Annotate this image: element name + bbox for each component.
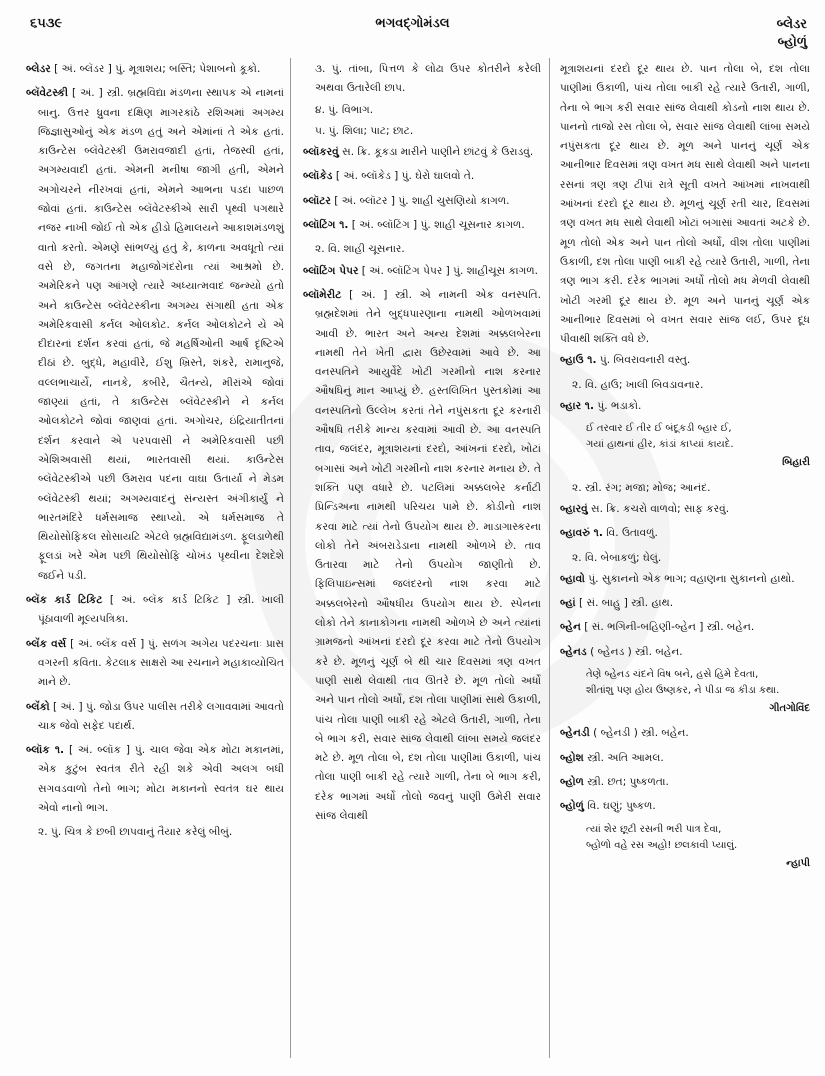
dictionary-entry: [303, 262, 541, 281]
dictionary-entry: [560, 724, 810, 743]
definition: સ. ક્રિ. કચરો વાળવો; સાફ કરવું.: [591, 502, 730, 515]
headword: બ્લૉમેરીટ: [303, 288, 342, 301]
headword: બ્હારવું: [560, 502, 588, 515]
headword: બ્લેડર: [26, 63, 51, 75]
quote-line: બ્હોળો વહે રસ અહો! છલકાવી પ્યાલું.: [586, 839, 738, 851]
quote-attribution: બિહારી: [782, 457, 810, 469]
headword: બ્હાં: [560, 597, 576, 610]
dictionary-entry: [560, 500, 810, 519]
headword: બ્હાવરું ૧.: [560, 527, 603, 540]
headword: બ્હાઉ ૧.: [560, 354, 597, 367]
definition: વિ. ઉતાવળું.: [606, 527, 658, 540]
headword: બ્હેનડ: [560, 645, 587, 658]
definition: મૂત્રાશયનાં દરદો દૂર થાય છે. પાન તોલા બે, દશ તોલા પાણીમાં ઉકાળી, પાંચ તોલા બાકી રહે ત્યારે ઉતારી, ગાળી, તેના બે ભાગ કરી સવાર સાંજ લેવાથી કોડનો નાશ થાય છે. પાનનો તાજો રસ તોલા બે, સવાર સાંજ લેવાથી લાંબા સમયે નપુંસકતા દૂર થાય છે. મૂળ અને પાનનું ચૂર્ણ એક આનીભાર દિવસમાં ત્રણ વખત મધ સાથે લેવાથી અને પાનના રસનાં ત્રણ ત્રણ ટીપાં રાત્રે સૂતી વખતે આંખમાં નાખવાથી આંખનાં દરદો દૂર થાય છે. મૂળનું ચૂર્ણ રતી ચાર, દિવસમાં ત્રણ વખત મધ સાથે લેવાથી ખોટાં બગાસાં આવતાં અટકે છે. મૂળ તોલો એક અને પાન તોલો અર્ધો, વીશ તોલા પાણીમાં ઉકાળી, દશ તોલા પાણી બાકી રહે ત્યારે ઉતારી, ગાળી, તેના ત્રણ ભાગ કરી. દરેક ભાગમાં અર્ધો તોલો મધ મેળવી લેવાથી ખોટી ગરમી દૂર થાય છે. મૂળ અને પાનનું ચૂર્ણ એક આનીભાર દિવસમાં બે વખત સવાર સાંજ લઈ, ઉપર દૂધ પીવાથી શક્તિ વધે છે.: [560, 63, 810, 346]
definition: ૪. પું. વિભાગ.: [315, 103, 374, 116]
guide-words: [777, 16, 807, 52]
headword: બ્હોળું: [560, 800, 584, 813]
definition: ૨. સ્ત્રી. રંગ; મજા; મોજ; આનંદ.: [572, 481, 711, 494]
headword: બ્લૅક કાર્ડ ટિકિટ: [26, 594, 103, 607]
definition: ( બ્હેનડી ) સ્ત્રી. બહેન.: [593, 727, 689, 740]
sense-entry: [560, 549, 810, 568]
sense-entry: [560, 376, 810, 395]
guide-word-first: બ્લેડર: [776, 17, 807, 32]
column-1: [26, 60, 284, 845]
headword: બ્લૉક ૧.: [26, 744, 65, 757]
definition: [ અં. ] પું. જોડા ઉપર પાલીસ તરીકે લગાવવામાં આવતો ચાક જેવો સફેદ પદાર્થ.: [38, 700, 284, 732]
quote-attribution: ન્હાપી: [786, 857, 810, 869]
headword: બ્લૉકેડ: [303, 170, 333, 183]
definition: સ્ત્રી. અતિ આમલ.: [587, 751, 664, 764]
quote-attribution: ગીતગોવિંદ: [769, 703, 810, 715]
dictionary-entry: [560, 570, 810, 589]
dictionary-entry: [26, 698, 284, 737]
dictionary-entry: [26, 84, 284, 586]
headword: બ્લૅવેટસ્કી: [26, 87, 68, 100]
dictionary-entry: [560, 618, 810, 637]
definition: [ અં. ] સ્ત્રી. એ નામની એક વનસ્પતિ. બ્રહ્મદેશમાં તેને બુદ્ધપારણાના નામથી ઓળખવામાં આવી છે. ભારત અને અન્ય દેશમાં અક્કલબેરના નામથી તેને ખેતી દ્વારા ઉછેરવામાં આવે છે. આ વનસ્પતિને આયુર્વેદે ખોટી ગરમીનો નાશ કરનાર ઔષધિનું માન આપ્યું છે. હસ્તલિખિત પુસ્તકોમાં આ વનસ્પતિનો ઉલ્લેખ કરતાં તેને નપુંસકતા દૂર કરનારી ઔષધિ તરીકે માન્ય કરવામાં આવી છે. આ વનસ્પતિ તાવ, જલંદર, મૂત્રાશયનાં દરદો, આંખનાં દરદો, ખોટાં બગાસાં અને ખોટી ગરમીનો નાશ કરનાર મનાય છે. તે શક્તિ પણ વધારે છે. પટલિમાં અક્કલબેર કર્નાટી પ્રિન્ડિઅના નામથી પરિચય પામે છે. કોડીનો નાશ કરવા માટે ત્યાં તેનો ઉપયોગ થાય છે. માડાગાસ્કરના લોકો તેને અંબરાડેડાના નામથી ઓળખે છે. તાવ ઉતારવા માટે તેનો ઉપયોગ જાણીતો છે. ફિલિપાઇન્સમાં જલંદરનો નાશ કરવા માટે અક્કલબેરનો ઔષધીય ઉપયોગ થાય છે. સ્પેનના લોકો તેને કાનાકોગના નામથી ઓળખે છે અને ત્યાંનાં ગ્રામજનો આંખનાં દરદો દૂર કરવા માટે તેનો ઉપયોગ કરે છે. મૂળનું ચૂર્ણ બે થી ચાર દિવસમાં ત્રણ વખત પાણી સાથે લેવાથી તાવ ઊતરે છે. મૂળ તોલો અર્ધો અને પાન તોલો અર્ધો, દશ તોલા પાણીમાં સાથે ઉકાળી, પાંચ તોલા પાણી બાકી રહે એટલે ઉતારી, ગાળી, તેના બે ભાગ કરી, સવાર સાંજ લેવાથી લાંબા સમયે જલંદર મટે છે. મૂળ તોલા બે, દશ તોલા પાણીમાં ઉકાળી, પાંચ તોલા પાણી બાકી રહે ત્યારે ગાળી, તેના બે ભાગ કરી, દરેક ભાગમાં અર્ધો તોલો જવનું પાણી ઉમેરી સવાર સાંજ લેવાથી: [315, 288, 541, 822]
headword: બ્લૉટર: [303, 194, 331, 207]
column-divider: [549, 58, 550, 1058]
quote-line: ગયાં હાથનાં હીર, કાંડાં કાપ્યાં કાયદે.: [586, 439, 734, 451]
dictionary-entry: [26, 60, 284, 79]
definition: વિ. ઘણું; પુષ્કળ.: [587, 800, 656, 813]
guide-word-last: બ્હોળું: [777, 35, 807, 50]
definition: ( બ્હેનડ ) સ્ત્રી. બહેન.: [590, 645, 683, 658]
page-header: [0, 14, 825, 54]
definition: ૫. પું. શિલા; પાટ; છાટ.: [315, 124, 414, 137]
dictionary-entry: [26, 591, 284, 630]
sense-entry: [560, 479, 810, 498]
dictionary-entry: [303, 143, 541, 162]
headword: બ્લૅંક વર્સ: [26, 637, 67, 650]
definition: સ. ક્રિ. કૂકડા મારીને પાણીને છાંટવું કે ઉરાડવું.: [342, 146, 534, 159]
definition: [ અં. બ્લૉટિંગ પેપર ] પું. શાહીચૂસ કાગળ.: [361, 264, 538, 277]
definition: [ સં. બાહુ ] સ્ત્રી. હાથ.: [578, 597, 674, 610]
page-number: ૬૫૩૯: [30, 16, 63, 31]
headword: બ્હોશ: [560, 751, 584, 764]
definition: [ અં. બ્લૉટિંગ ] પું. શાહી ચૂસનાર કાગળ.: [351, 219, 525, 232]
definition: [ અં. બ્લૉટર ] પું. શાહી ચુસણિયો કાગળ.: [334, 194, 510, 207]
headword: બ્લૉટિંગ પેપર: [303, 264, 359, 277]
sense-entry: [303, 240, 541, 259]
quote-line: ઈ તરવાર ઈ તીર ઈ બંદૂકડી બ્હાર ઈ,: [586, 423, 732, 435]
definition: પું. બિવરાવનારી વસ્તુ.: [599, 354, 691, 367]
dictionary-entry: [560, 351, 810, 370]
dictionary-entry: [26, 635, 284, 693]
sense-entry: [303, 122, 541, 141]
continued-entry: [560, 60, 810, 349]
headword: બ્હેન: [560, 621, 581, 634]
headword: બ્લૅંકો: [26, 700, 50, 713]
definition: સ્ત્રી. છત; પુષ્કળતા.: [587, 775, 669, 788]
definition: ૩. પું. તાંબા, પિત્તળ કે લોઢા ઉપર કોતરીને કરેલી અથવા ઉતારેલી છાપ.: [315, 63, 541, 95]
column-2: [303, 60, 541, 831]
quote-line: તેણે બ્હેનડ ચંદને વિષ બને, હસે હિમે દેવતા,: [586, 669, 759, 681]
definition: [ અં. બ્લૅડર ] પું. મૂત્રાશય; બસ્તિ; પેશાબનો કૂકો.: [54, 63, 261, 75]
headword: બ્હોળ: [560, 775, 584, 788]
definition: ૨. વિ. બેબાકળું; ઘેલું.: [572, 551, 662, 564]
definition: પું. સુકાનનો એક ભાગ; વહાણના સુકાનનો હાથો.: [588, 572, 795, 585]
definition: ૨. વિ. હાઉ; ખાલી બિવડાવનાર.: [572, 378, 704, 391]
dictionary-entry: [303, 192, 541, 211]
dictionary-entry: [560, 749, 810, 768]
dictionary-entry: [303, 167, 541, 186]
sense-entry: [26, 823, 284, 842]
dictionary-entry: [560, 643, 810, 662]
dictionary-entry: [560, 397, 810, 416]
headword: બ્હાવો: [560, 572, 585, 585]
definition: [ અં. બ્લૅંક વર્સ ] પું. સળંગ અગેય પદરચનાઃ પ્રાસ વગરની કવિતા. કેટલાક સાક્ષરો આ રચનાને મહાકાવ્યોચિત માને છે.: [38, 637, 284, 689]
dictionary-entry: [303, 286, 541, 826]
definition: ૨. પું. ચિત્ર કે છબી છાપવાનું તૈયાર કરેલું બીબું.: [38, 826, 233, 839]
definition: [ સં. ભગિની-બહિણી-બ્હેન ] સ્ત્રી. બહેન.: [584, 621, 755, 634]
sense-entry: [303, 60, 541, 99]
definition: [ અં. બ્લૅક કાર્ડ ટિકિટ ] સ્ત્રી. ખાલી પૂંઠાવાળી મૂલ્યપત્રિકા.: [38, 594, 285, 626]
quote-line: ત્યાં શેર છૂટી રસની ભરી પાત્ર દેવા,: [586, 823, 722, 835]
headword: બ્લૉટિંગ ૧.: [303, 219, 349, 232]
column-3: [560, 60, 810, 879]
sense-entry: [303, 101, 541, 120]
headword: બ્હેનડી: [560, 727, 590, 740]
definition: [ અં. બ્લૉક ] પું. ચાલ જેવા એક મોટા મકાનમાં, એક કુટુંબ સ્વતંત્ર રીતે રહી શકે એવી અલગ બધી સગવડવાળો તેનો ભાગ; મોટા મકાનનો સ્વતંત્ર ઘર થાય એવો નાનો ભાગ.: [38, 744, 285, 814]
dictionary-entry: [26, 741, 284, 818]
definition: ૨. વિ. શાહી ચૂસનાર.: [315, 243, 405, 256]
dictionary-entry: [303, 216, 541, 235]
headword: બ્હાર ૧.: [560, 400, 594, 413]
book-title: ભગવદ્ગોમંડલ: [375, 16, 450, 31]
definition: પું. ભડાકો.: [597, 400, 642, 413]
dictionary-entry: [560, 524, 810, 543]
column-divider: [290, 58, 291, 1058]
dictionary-entry: [560, 797, 810, 816]
headword: બ્લૉકરવું: [303, 146, 339, 159]
definition: [ અં. ] સ્ત્રી. બ્રહ્મવિદ્યા મંડળના સ્થાપક એ નામનાં બાનુ. ઉત્તર ધ્રુવના દક્ષિણ માગરકાંઠે રશિઅમાં અગમ્ય જિજ્ઞાસુઓનું એક મંડળ હતું અને એમાંનાં તે એક હતાં. કાઉન્ટેસ બ્લૅવેટસ્કી ઉમરાવજાદી હતાં, તેજસ્વી હતાં, અગમ્યવાદી હતાં. એમની મનીષા જાગી હતી, એમને અગોચરને નીરખવાં હતાં, એમને આભના પડદા પાછળ જોવાં હતાં. કાઉન્ટેસ બ્લૅવેટસ્કીએ સારી પૃથ્વી પગથારે નજર નાખી જોઈ તો એક હીડો હિમાલયને આકાશમંડળશું વાતો કરતો. એમણે સાંભળ્યું હતું કે, કાળના અવધૂતો ત્યાં વસે છે, જગતના મહાજોગંદરોના ત્યાં આશ્રમો છે. અમેરિકને પણ આંગણે ત્યારે અધ્યાત્મવાદ જન્મ્યો હતો અને કાઉન્ટેસ બ્લૅવેટસ્કીના અગમ્ય સંગાથી હતા એક અમેરિકવાસી કર્નલ ઓલકોટ. કર્નલ ઓલકોટને યે એ દીદારનાં દર્શન કરવાં હતાં, જે મહર્ષિઓની આર્ષ દૃષ્ટિએ દીઠાં છે. બુદ્ધે, મહાવીરે, ઈશુ ખ્રિસ્તે, શંકરે, રામાનુજે, વલ્લભાચાર્યે, નાનકે, કબીરે, ચૈતન્યે, મીરાંએ જોવાં જાણ્યાં હતાં, તે કાઉન્ટેસ બ્લૅવેટસ્કીને ને કર્નલ ઓલકોટને જોવાં જાણવાં હતાં. અગોચર, ઇંદ્રિયાતીતનાં દર્શન કરવાને એ પરપવાસી ને અમેરિકવાસી પછી એશિઅવાસી થયાં, ભારતવાસી થયાં. કાઉન્ટેસ બ્લૅવેટસ્કીએ પછી ઉમરાવ પદના વાઘા ઉતાર્યા ને મેડમ બ્લૅવેટસ્કી થયાં; અગમ્યવાદનું સંન્યસ્ત અંગીકાર્યું ને ભારતમંદિરે ધર્મસમાજ સ્થાપ્યો. એ ધર્મસમાજ તે થિયોસોફિકલ સોસાયટિ એટલે બ્રહ્મવિદ્યામંડળ. ફૂલડાળેથી ફૂલડાં ખરે એમ પછી થિયોસોફિ ચોખંડ પૃથ્વીના દેશદેશે જઈને પડી.: [38, 87, 284, 582]
quote-line: શીતાંશુ પણ હોય ઉષ્ણકર, ને પીડા જ કીડા કથા.: [586, 685, 780, 697]
dictionary-entry: [560, 773, 810, 792]
definition: [ અં. બ્લૉકેડ ] પું. ઘેરો ઘાલવો તે.: [335, 170, 475, 183]
dictionary-entry: [560, 594, 810, 613]
